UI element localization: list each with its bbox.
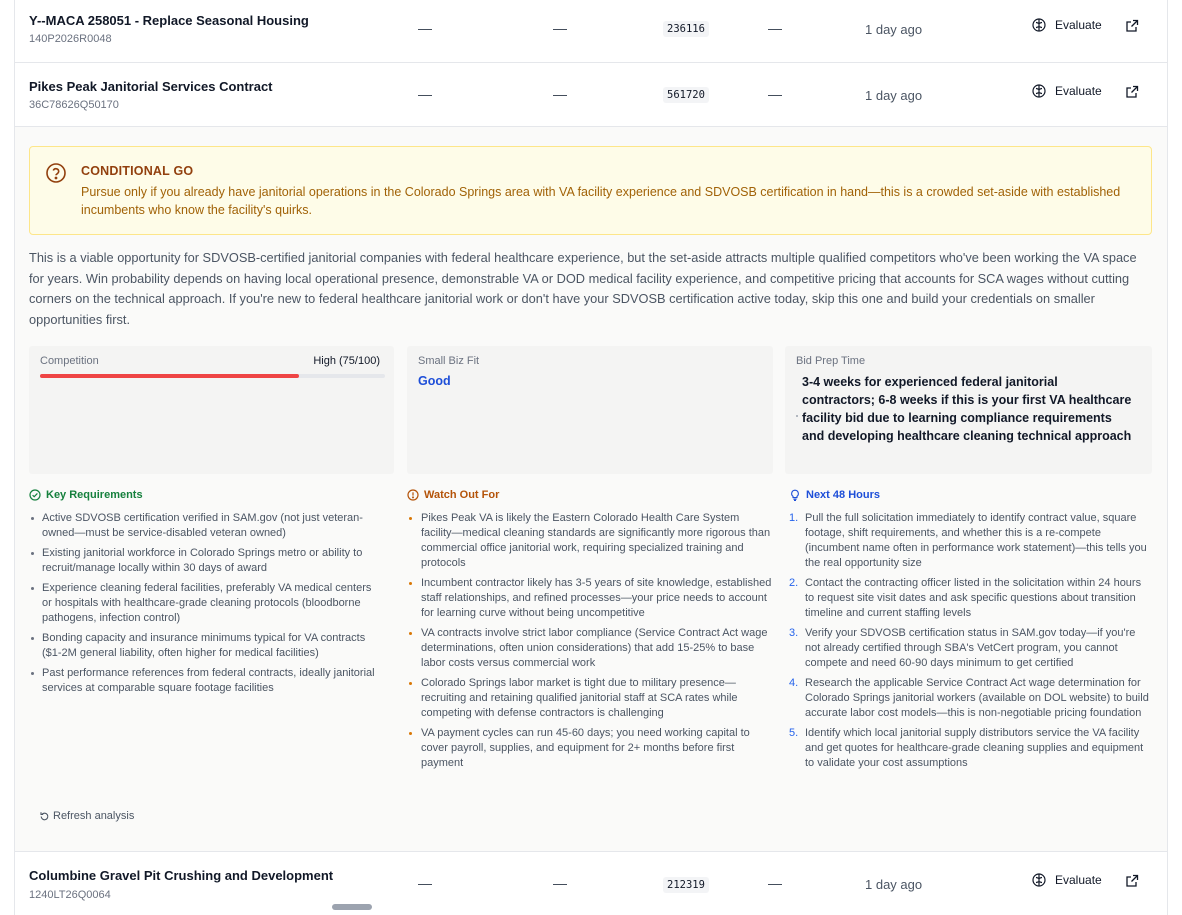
verdict-label: CONDITIONAL GO xyxy=(81,164,194,178)
competition-bar-fill xyxy=(40,374,299,378)
cell-empty: — xyxy=(553,86,567,102)
list-item: Experience cleaning federal facilities, preferably VA medical centers or hospitals with healthcare-grade cleaning protocols (bloodborne pathogens, infection control) xyxy=(29,581,381,626)
bid-prep-time-label: Bid Prep Time xyxy=(796,355,866,367)
scroll-handle[interactable] xyxy=(332,904,372,910)
naics-code: 212319 xyxy=(663,877,709,893)
verdict-banner xyxy=(29,146,1152,235)
alert-circle-icon xyxy=(407,489,419,501)
analysis-summary: This is a viable opportunity for SDVOSB-certified janitorial companies with federal healthcare experience, but the set-aside attracts multiple qualified competitors who've been working the VA space for years. Win probability depends on having local operational presence, demonstrable VA or DOD medical facility experience, and competitive pricing that accounts for SCA wages without cutting corners on the technical approach. If you're new to federal healthcare janitorial work or don't have your SDVOSB certification active today, skip this one and build your credentials on smaller opportunities first. xyxy=(29,250,1137,327)
list-item: 3. Verify your SDVOSB certification status in SAM.gov today—if you're not already certified through SBA's VetCert program, you cannot compete and need 60-90 days minimum to get certified xyxy=(789,627,1136,669)
refresh-analysis-label: Refresh analysis xyxy=(53,810,135,822)
opportunity-title[interactable]: Y--MACA 258051 - Replace Seasonal Housing xyxy=(29,13,309,28)
competition-value: High (75/100) xyxy=(313,355,380,367)
bid-prep-time-card xyxy=(785,346,1152,474)
next-48-hours-section xyxy=(789,488,1152,776)
competition-label: Competition xyxy=(40,355,99,367)
brain-icon xyxy=(1031,17,1047,33)
list-item: Colorado Springs labor market is tight due to military presence—recruiting and retaining qualified janitorial staff at SCA rates while competing with defense contractors is challenging xyxy=(407,676,772,721)
verdict-text: Pursue only if you already have janitorial operations in the Colorado Springs area with VA facility experience and SDVOSB certification in hand—this is a crowded set-aside with established incumbents who know the facility's quirks. xyxy=(81,185,1121,217)
external-link-icon[interactable] xyxy=(1125,85,1139,104)
list-item: Active SDVOSB certification verified in SAM.gov (not just veteran-owned—must be service-disabled veteran owned) xyxy=(29,511,381,541)
key-requirements-title: Key Requirements xyxy=(46,489,143,501)
list-item: VA contracts involve strict labor compliance (Service Contract Act wage determinations, often union considerations) that add 15-25% to base labor costs versus commercial work xyxy=(407,626,772,671)
evaluate-button[interactable] xyxy=(1031,872,1102,888)
cell-empty: — xyxy=(553,875,567,891)
small-biz-fit-card xyxy=(407,346,773,474)
bid-prep-time-value: 3-4 weeks for experienced federal janitorial contractors; 6-8 weeks if this is your first VA healthcare facility bid due to learning compliance requirements and developing healthcare cleaning technical approach xyxy=(802,375,1132,443)
table-row[interactable] xyxy=(15,852,1167,915)
evaluate-label: Evaluate xyxy=(1055,873,1102,887)
cell-empty: — xyxy=(418,875,432,891)
cell-empty: — xyxy=(768,20,782,36)
list-item: Bonding capacity and insurance minimums typical for VA contracts ($1-2M general liability, often higher for medical facilities) xyxy=(29,631,381,661)
competition-card xyxy=(29,346,394,474)
list-item: 2. Contact the contracting officer listed in the solicitation within 24 hours to request site visit dates and ask specific questions about transition timeline and current staffing levels xyxy=(789,577,1142,619)
opportunities-table xyxy=(14,0,1168,915)
solicitation-number: 36C78626Q50170 xyxy=(29,99,119,111)
list-item: 4. Research the applicable Service Contract Act wage determination for Colorado Springs janitorial workers (available on DOL website) to build accurate labor cost models—this is non-negotiable pricing foundation xyxy=(789,677,1149,719)
brain-icon xyxy=(1031,83,1047,99)
refresh-icon xyxy=(39,811,50,822)
evaluate-button[interactable] xyxy=(1031,17,1102,33)
question-circle-icon xyxy=(45,162,67,189)
watch-out-for-title: Watch Out For xyxy=(424,489,500,501)
key-requirements-section xyxy=(29,488,381,701)
cell-empty: — xyxy=(418,86,432,102)
list-item: Existing janitorial workforce in Colorado Springs metro or ability to recruit/manage locally within 30 days of award xyxy=(29,546,381,576)
list-item: Pikes Peak VA is likely the Eastern Colorado Health Care System facility—medical cleaning standards are significantly more rigorous than commercial office janitorial work, requiring specialized training and protocols xyxy=(407,511,772,571)
posted-time: 1 day ago xyxy=(865,877,923,892)
table-row[interactable] xyxy=(15,0,1167,63)
analysis-panel xyxy=(15,127,1167,852)
evaluate-label: Evaluate xyxy=(1055,84,1102,98)
opportunity-title[interactable]: Columbine Gravel Pit Crushing and Development xyxy=(29,868,334,883)
list-item: 1. Pull the full solicitation immediately to identify contract value, square footage, shift requirements, and whether this is a re-compete (incumbent name often in performance work statement)—this tells you the real opportunity size xyxy=(789,512,1147,569)
bullet-dot xyxy=(796,415,798,417)
cell-empty: — xyxy=(768,875,782,891)
small-biz-fit-value: Good xyxy=(418,374,451,388)
small-biz-fit-label: Small Biz Fit xyxy=(418,355,480,367)
evaluate-button[interactable] xyxy=(1031,83,1102,99)
brain-icon xyxy=(1031,872,1047,888)
solicitation-number: 140P2026R0048 xyxy=(29,33,112,45)
posted-time: 1 day ago xyxy=(865,88,923,103)
list-item: Incumbent contractor likely has 3-5 years of site knowledge, established staff relationships, and refined processes—your price needs to account for learning curve without being uncompetitive xyxy=(407,576,772,621)
refresh-analysis-button[interactable] xyxy=(39,810,134,822)
next-48-hours-title: Next 48 Hours xyxy=(806,489,880,501)
naics-code: 236116 xyxy=(663,21,709,37)
cell-empty: — xyxy=(768,86,782,102)
competition-bar xyxy=(40,374,385,378)
evaluate-label: Evaluate xyxy=(1055,18,1102,32)
list-item: Past performance references from federal contracts, ideally janitorial services at comparable square footage facilities xyxy=(29,666,381,696)
check-circle-icon xyxy=(29,489,41,501)
external-link-icon[interactable] xyxy=(1125,19,1139,38)
lightbulb-icon xyxy=(789,489,801,501)
solicitation-number: 1240LT26Q0064 xyxy=(29,889,111,901)
posted-time: 1 day ago xyxy=(865,22,923,37)
cell-empty: — xyxy=(418,20,432,36)
naics-code: 561720 xyxy=(663,87,709,103)
external-link-icon[interactable] xyxy=(1125,874,1139,893)
list-item: 5. Identify which local janitorial supply distributors service the VA facility and get quotes for healthcare-grade cleaning supplies and equipment to validate your cost assumptions xyxy=(789,727,1144,769)
opportunity-title[interactable]: Pikes Peak Janitorial Services Contract xyxy=(29,79,273,94)
table-row[interactable] xyxy=(15,63,1167,127)
watch-out-for-section xyxy=(407,488,772,776)
list-item: VA payment cycles can run 45-60 days; you need working capital to cover payroll, supplies, and equipment for 2+ months before first payment xyxy=(407,726,772,771)
cell-empty: — xyxy=(553,20,567,36)
